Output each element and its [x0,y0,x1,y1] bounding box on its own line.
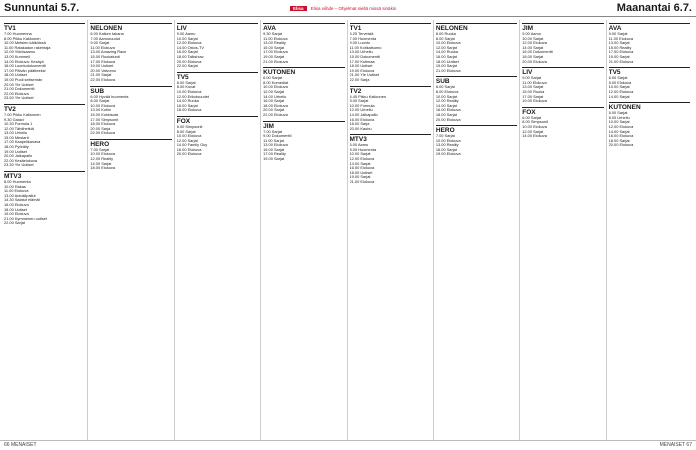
program-item: 17.00 Sarjat [522,93,544,99]
program-item: 14.00 Elokuva [522,133,547,139]
program-item: 21.00 Elokuva [349,179,375,185]
program-item: 22.00 Elokuva [90,76,116,82]
program-item: 11.00 Elokuva [608,35,633,41]
program-item: 10.00 Formula [349,102,375,108]
program-item: 11.00 Elokuva [4,188,29,194]
channel-heading: JIM [522,23,603,32]
program-item: 6.00 Sarjat [176,79,196,85]
channel-heading: KUTONEN [263,67,344,76]
program-item: 22.00 Sarja [349,76,370,82]
banner-slogan: Elisa viihde – Ohjelmat siellä missä sinäkin [310,6,397,11]
channel-heading: AVA [263,23,344,32]
program-item: 14.00 Ostos-TV [176,44,204,50]
program-item: 13.00 Urheilu [349,49,373,55]
elisa-banner[interactable] [290,3,396,14]
program-item: 15.00 Sarjat [263,44,285,50]
channel-heading: TV1 [350,23,431,32]
program-item: 20.00 Sarjat [263,107,285,113]
program-item: 8.00 Sarjat [435,35,455,41]
channel-heading: LIV [177,23,258,32]
program-item: 19.00 Uutiset [90,63,114,69]
channel-heading: LIV [522,67,603,76]
program-item: 10.00 Metsien kätköissä [4,40,46,46]
page-header [0,0,696,17]
program-item: 18.00 Uutiset [4,72,27,78]
program-item: 19.00 Elokuva [435,151,461,157]
program-item: 6.00 Sarjat [522,114,542,120]
program-item: 20.00 Elokuva [435,116,461,122]
program-item: 12.00 Sarjat [263,88,285,94]
program-item: 6.00 Sarjat [263,75,282,81]
program-item: 6.00 Sarjat [435,84,455,90]
program-item: 14.00 Family Guy [176,142,208,148]
program-item: 18.00 Uutiset [4,206,27,212]
program-item: 13.00 Kummeli [4,53,30,59]
program-item: 17.00 Elokuva [263,49,288,55]
program-item: 19.00 Sarjat [263,156,285,162]
program-item: 7.00 Huomenna [4,31,32,36]
channel-heading: NELONEN [90,23,171,32]
program-item: 19.00 Elokuva [4,211,29,217]
program-item: 10.00 Elokuva [263,84,288,90]
right-day-title: Maanantai 6.7. [616,2,692,14]
channel-heading: TV1 [4,23,85,32]
program-item: 22.00 Elokuva [90,130,116,136]
program-item: 16.00 Sarjat [176,49,198,55]
program-item: 15.00 Ruoka [522,88,545,94]
program-item: 15.00 Dokumentti [349,53,380,59]
program-item: 8.00 Elokuva [435,88,459,94]
program-item: 12.00 Elokuva [522,40,547,46]
program-item: 9.00 Sarjat [90,40,110,46]
program-item: 13.00 Reality [435,142,459,148]
program-item: 18.00 Sarjat [608,137,630,143]
program-item: 19.00 Sarjat [263,53,285,59]
program-item: 9.00 Luonto [349,40,371,46]
program-item: 8.00 Huomenta [349,146,377,152]
program-item: 16.00 Sarjat [263,98,285,104]
program-item: 20.00 Kauhu [349,125,372,131]
program-item: 19.00 Puoli seitsemän [4,76,43,82]
program-item: 13.00 Urheilu [4,130,28,136]
program-item: 22.00 Elokuva [263,111,288,117]
program-item: 23.50 Yle Uutiset [4,95,34,101]
program-item: 17.00 Kotimaa [349,58,375,64]
program-item: 21.00 Elokuva [435,67,461,73]
program-item: 18.00 Elokuva [90,165,116,171]
program-item: 7.00 Sarjat [263,128,282,134]
program-item: 6.45 Pikku Kakkonen [349,93,387,99]
program-item: 13.00 Kotiin [90,107,111,113]
program-item: 17.00 Päivän päätteeksi [4,67,46,73]
program-item: 16.00 Sarjat [435,53,457,59]
program-item: 10.00 Sarjat [349,151,371,157]
channel-heading: MTV3 [4,171,85,180]
program-columns [4,20,692,440]
program-item: 9.00 Aamu [176,31,196,36]
program-item: 14.00 Urheilu [263,93,287,99]
program-item: 10.30 Formula 1 [4,121,33,127]
program-item: 16.00 Dokumentti [522,49,553,55]
program-item: 10.00 Elokuva [522,123,547,129]
program-item: 10.00 Elokuva [90,151,116,157]
program-item: 21.00 Sarjat [90,72,112,78]
footer-right: MENAISET 67 [659,442,692,448]
program-item: 9.00 Sarjat [608,31,628,36]
program-item: 21.00 Yle Uutiset [349,72,380,78]
program-item: 8.00 Simpsonit [522,119,548,125]
program-item: 11.00 Elokuva [90,44,115,50]
channel-heading: JIM [263,121,344,130]
program-item: 10.00 Elokuva [90,102,116,108]
program-item: 12.00 Sarjat [176,137,198,143]
program-item: 13.00 Sarjat [522,84,544,90]
program-item: 12.00 Tähtihetkiä [4,125,34,131]
program-item: 16.00 Elokuva [349,165,375,171]
program-item: 15.00 Reality [608,44,632,50]
program-item: 16.00 Elokuva [176,146,202,152]
program-item: 22.00 Kesäelokuva [4,157,38,163]
program-item: 14.00 Sarjat [522,44,544,50]
program-item: 19.00 Elokuva [349,67,375,73]
program-item: 10.00 Sarjat [435,93,457,99]
program-item: 20.00 Elokuva [176,58,202,64]
channel-heading: HERO [436,125,517,134]
program-item: 11.00 Ratakadun rakentaja [4,44,51,50]
program-item: 17.00 Elokuva [608,49,634,55]
program-item: 9.00 Dokumentti [263,133,292,139]
program-item: 12.00 Elokuva [608,123,634,129]
program-item: 14.30 Salatut elämät [4,197,40,203]
program-item: 15.00 Mestarit [4,134,29,140]
program-item: 6.25 Terveisiä [349,31,374,36]
program-item: 14.00 Sarjat [608,93,630,99]
program-item: 12.00 Reality [435,98,459,104]
program-item: 15.00 Kokkisota [90,111,119,117]
program-item: 14.00 Sarjat [90,160,112,166]
program-item: 6.00 Ruoka [435,31,456,36]
program-item: 13.00 Elokuva [263,142,288,148]
program-item: 22.00 Sarjat [176,63,198,69]
program-item: 18.00 Elokuva [263,102,288,108]
tv-column [436,20,520,440]
program-item: 7.00 Sarjat [435,133,455,139]
program-item: 21.00 Elokuva [263,58,288,64]
channel-heading: TV5 [609,67,690,76]
program-item: 16.00 Elokuva [608,133,634,139]
channel-heading: HERO [90,139,171,148]
program-item: 14.00 Sarjat [435,102,457,108]
program-item: 18.00 Uutiset [349,169,373,175]
program-item: 9.30 Sarjat [263,31,282,36]
footer-left: 66 MENAISET [4,442,37,448]
program-item: 20.00 Elokuva [522,58,547,64]
program-item: 13.00 Sarjat [608,40,630,46]
program-item: 21.00 Elokuva [608,58,634,64]
program-item: 18.00 Talkshow [176,53,204,59]
tv-column [263,20,347,440]
channel-heading: TV5 [177,72,258,81]
program-item: 18.00 Elokuva [90,121,116,127]
program-item: 6.00 Hyvää huomenta [90,93,129,99]
program-item: 12.00 Elokuva [176,40,202,46]
program-item: 9.00 Sarjat [522,75,542,81]
program-item: 17.00 Simpsonit [90,116,119,122]
program-item: 20.00 Elokuva [176,151,202,157]
tv-column [4,20,88,440]
program-item: 10.00 Elokuva [435,137,461,143]
program-item: 8.00 Sarjat [349,98,369,104]
left-day-title: Sunnuntai 5.7. [4,2,80,14]
program-item: 9.30 Galaxi [4,116,24,122]
program-item: 20.00 Yle Uutiset [4,81,34,87]
program-item: 12.00 Sarjat [435,44,457,50]
program-item: 7.00 Aamuruudut [90,35,121,41]
program-item: 16.00 Elokuva [349,116,375,122]
program-item: 19.00 Sarjat [435,63,457,69]
tv-column [609,20,692,440]
program-item: 21.00 Dokumentti [4,86,35,92]
program-item: 17.00 Reality [263,151,286,157]
program-item: 19.00 Sarjat [349,174,371,180]
channel-heading: MTV3 [350,134,431,143]
channel-heading: AVA [609,23,690,32]
program-item: 8.00 Sarjat [176,128,196,134]
tv-column [177,20,261,440]
program-item: 10.00 Sarjat [522,35,544,41]
program-item: 16.00 Sarjat [435,146,457,152]
program-item: 8.00 Komediat [263,79,289,85]
program-item: 12.00 Sarjat [522,128,544,134]
program-item: 19.00 Uutiset [4,148,27,154]
channel-heading: FOX [522,107,603,116]
program-item: 13.00 Reality [263,40,286,46]
program-item: 7.00 Pikku Kakkonen [4,111,41,117]
tv-column [522,20,606,440]
program-item: 8.00 Urheilu [608,114,630,120]
program-item: 10.00 Sarjat [176,35,198,41]
program-item: 8.00 Sarjat [90,98,110,104]
program-item: 18.00 Sarjat [435,111,457,117]
program-item: 6.00 Sarjat [608,110,628,116]
program-item: 10.00 Sarjat [608,84,630,90]
program-item: 17.00 Elokuva [90,58,116,64]
program-item: 10.00 Elokuva [176,88,202,94]
program-item: 18.00 Sarja [349,121,370,127]
program-item: 21.00 Kymmenen uutiset [4,215,48,221]
program-item: 18.00 Uutiset [435,58,459,64]
program-item: 8.00 Huomenta [4,179,31,185]
channel-heading: NELONEN [436,23,517,32]
program-item: 12.00 Ykkösaamu [4,49,36,55]
program-item: 20.00 Sarja [90,125,111,131]
channel-heading: FOX [177,116,258,125]
program-item: 15.00 Sarjat [263,146,285,152]
program-item: 13.00 Autokilpailut [4,192,36,198]
program-item: 19.00 Elokuva [522,98,547,104]
program-item: 18.00 Elokuva [176,107,202,113]
program-item: 15.00 Ruokatunti [90,53,120,59]
program-item: 8.00 Kovat [176,84,196,90]
program-item: 7.00 Huomenta [349,35,377,41]
program-item: 6.00 Kaiken takana [90,31,124,36]
program-item: 14.00 Ruoka [435,49,458,55]
program-item: 12.00 Reality [90,156,114,162]
program-item: 14.00 Ruoka [176,98,199,104]
program-item: 18.00 Sarjat [522,53,544,59]
program-item: 6.00 Simpsonit [176,123,203,129]
program-item: 10.00 Sarjat [608,119,630,125]
program-item: 11.00 Elokuva [263,35,288,41]
program-item: 8.00 Elokuva [608,79,632,85]
program-item: 18.00 Pyöräily [4,144,29,150]
program-item: 22.00 Sarjat [4,220,25,226]
program-item: 14.00 Jalkapallo [349,111,378,117]
program-item: 16.00 Sarjat [176,102,198,108]
program-item: 12.00 Elokuva [608,88,634,94]
program-item: 12.00 Urheilu [349,107,373,113]
program-item: 18.00 Uutiset [349,63,373,69]
program-item: 14.00 Sarjat [349,160,371,166]
program-item: 20.00 Jalkapallo [4,153,33,159]
program-item: 6.00 Sarjat [608,75,628,81]
elisa-logo: Elisa [290,6,307,11]
channel-heading: KUTONEN [609,102,690,111]
program-item: 10.00 Rakas [4,183,26,189]
program-item: 8.00 Pikku Kakkonen [4,35,41,41]
program-item: 6.00 Aamu [349,142,369,148]
page-footer [0,440,696,448]
program-item: 10.00 Elokuva [435,40,461,46]
program-item: 7.00 Sarjat [90,146,110,152]
program-item: 14.00 Elokuva: Kesäyö [4,58,44,64]
tv-column [350,20,434,440]
program-item: 16.00 Elokuva [4,202,29,207]
program-item: 16.00 Luontodokumentti [4,63,46,69]
program-item: 20.00 Valvomo [90,67,117,73]
program-item: 20.00 Elokuva [608,142,634,148]
program-item: 9.00 Aamu [522,31,541,36]
channel-heading: SUB [90,86,171,95]
program-item: 10.00 Elokuva [176,133,202,139]
program-item: 22.00 Elokuva [4,90,29,96]
channel-heading: TV2 [4,104,85,113]
program-item: 17.00 Kaapelikanava [4,139,41,145]
channel-heading: TV2 [350,86,431,95]
program-item: 13.00 Amazing Race [90,49,127,55]
program-item: 11.00 Kotikatsomo [349,44,382,50]
tv-column [90,20,174,440]
program-item: 11.00 Sarjat [263,137,284,143]
channel-heading: SUB [436,76,517,85]
program-item: 23.30 Yle Uutiset [4,162,34,168]
program-item: 12.00 Erikoisuudet [176,93,209,99]
program-item: 11.00 Elokuva [522,79,547,85]
program-item: 12.00 Elokuva [349,156,375,162]
program-item: 19.00 Sarjat [608,53,630,59]
program-item: 16.00 Elokuva [435,107,461,113]
program-item: 14.00 Sarjat [608,128,630,134]
